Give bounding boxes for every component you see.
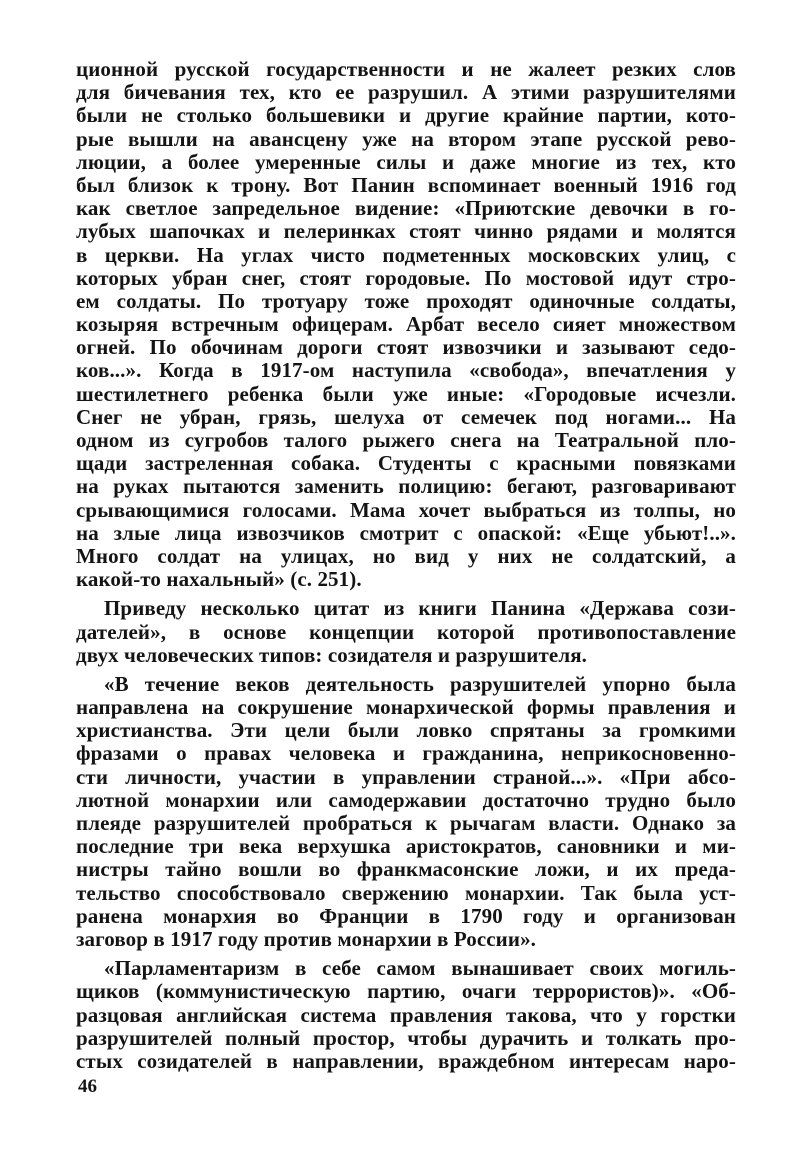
text-line: фразами о правах человека и гражданина, неприкосновенно- bbox=[76, 741, 736, 766]
text-line: направлена на сокрушение монархической формы правления и bbox=[76, 695, 736, 720]
text-line: заговор в 1917 году против монархии в России». bbox=[76, 926, 537, 951]
text-line: люции, а более умеренные силы и даже многие из тех, кто bbox=[76, 149, 736, 174]
text-line: Приведу несколько цитат из книги Панина «Держава сози- bbox=[104, 596, 736, 621]
text-line: нистры тайно вошли во франкмасонские ложи, и их преда- bbox=[76, 857, 736, 882]
text-line: плеяде разрушителей пробраться к рычагам власти. Однако за bbox=[76, 811, 736, 835]
text-line: Много солдат на улицах, но вид у них не солдатский, а bbox=[76, 543, 736, 568]
text-line: «Парламентаризм в себе самом вынашивает своих могиль- bbox=[104, 956, 736, 981]
text-line: которых убран снег, стоят городовые. По мостовой идут стро- bbox=[76, 265, 736, 290]
paragraph bbox=[76, 957, 736, 1073]
text-line: ков...». Когда в 1917-ом наступила «свобода», впечатления у bbox=[76, 358, 736, 383]
text-line: были не столько большевики и другие крайние партии, кото- bbox=[76, 103, 736, 128]
text-line: лютной монархии или самодержавии достаточно трудно было bbox=[76, 787, 736, 812]
text-line: щиков (коммунистическую партию, очаги террористов)». «Об- bbox=[76, 979, 736, 1004]
text-line: козыряя встречным офицерам. Арбат весело сияет множеством bbox=[76, 312, 736, 337]
paragraph bbox=[76, 673, 736, 951]
text-line: в церкви. На углах чисто подметенных московских улиц, с bbox=[76, 242, 736, 267]
page-number: 46 bbox=[78, 1076, 97, 1097]
text-line: одном из сугробов талого рыжего снега на Театральной пло- bbox=[76, 428, 736, 452]
text-line: разцовая английская система правления такова, что у горстки bbox=[76, 1002, 736, 1027]
text-line: щади застреленная собака. Студенты с красными повязками bbox=[76, 451, 736, 476]
text-line: тельство способствовало свержению монархии. Так была уст- bbox=[76, 880, 736, 905]
text-line: «В течение веков деятельность разрушителей упорно была bbox=[104, 671, 736, 696]
page-text bbox=[76, 58, 736, 1073]
text-line: стых созидателей в направлении, враждебном интересам наро- bbox=[76, 1048, 736, 1073]
text-line: был близок к трону. Вот Панин вспоминает военный 1916 год bbox=[76, 172, 736, 197]
paragraph bbox=[76, 58, 736, 591]
text-line: для бичевания тех, кто ее разрушил. А этими разрушителями bbox=[76, 80, 736, 105]
paragraph bbox=[76, 597, 736, 667]
text-line: огней. По обочинам дороги стоят извозчики и зазывают седо- bbox=[76, 335, 736, 360]
text-line: сти личности, участии в управлении страной...». «При абсо- bbox=[76, 764, 736, 789]
text-line: ционной русской государственности и не жалеет резких слов bbox=[76, 57, 736, 81]
text-line: Снег не убран, грязь, шелуха от семечек под ногами... На bbox=[76, 404, 736, 429]
text-line: какой-то нахальный» (с. 251). bbox=[76, 567, 362, 592]
text-line: на злые лица извозчиков смотрит с опаской: «Еще убьют!..». bbox=[76, 520, 736, 545]
text-line: срывающимися голосами. Мама хочет выбраться из толпы, но bbox=[76, 497, 736, 522]
text-line: ем солдаты. По тротуару тоже проходят одиночные солдаты, bbox=[76, 288, 736, 313]
text-line: ранена монархия во Франции в 1790 году и организован bbox=[76, 903, 736, 928]
text-line: дателей», в основе концепции которой противопоставление bbox=[76, 619, 736, 644]
text-line: лубых шапочках и пелеринках стоят чинно рядами и молятся bbox=[76, 219, 736, 244]
text-line: рые вышли на авансцену уже на втором этапе русской рево- bbox=[76, 126, 736, 151]
text-line: двух человеческих типов: созидателя и разрушителя. bbox=[76, 642, 588, 667]
text-line: христианства. Эти цели были ловко спрятаны за громкими bbox=[76, 718, 736, 743]
text-line: как светлое запредельное видение: «Приютские девочки в го- bbox=[76, 196, 736, 221]
text-line: на руках пытаются заменить полицию: бегают, разговаривают bbox=[76, 474, 736, 499]
text-line: шестилетнего ребенка были уже иные: «Городовые исчезли. bbox=[76, 381, 736, 406]
text-line: разрушителей полный простор, чтобы дурачить и толкать про- bbox=[76, 1025, 736, 1050]
text-line: последние три века верхушка аристократов, сановники и ми- bbox=[76, 834, 736, 859]
